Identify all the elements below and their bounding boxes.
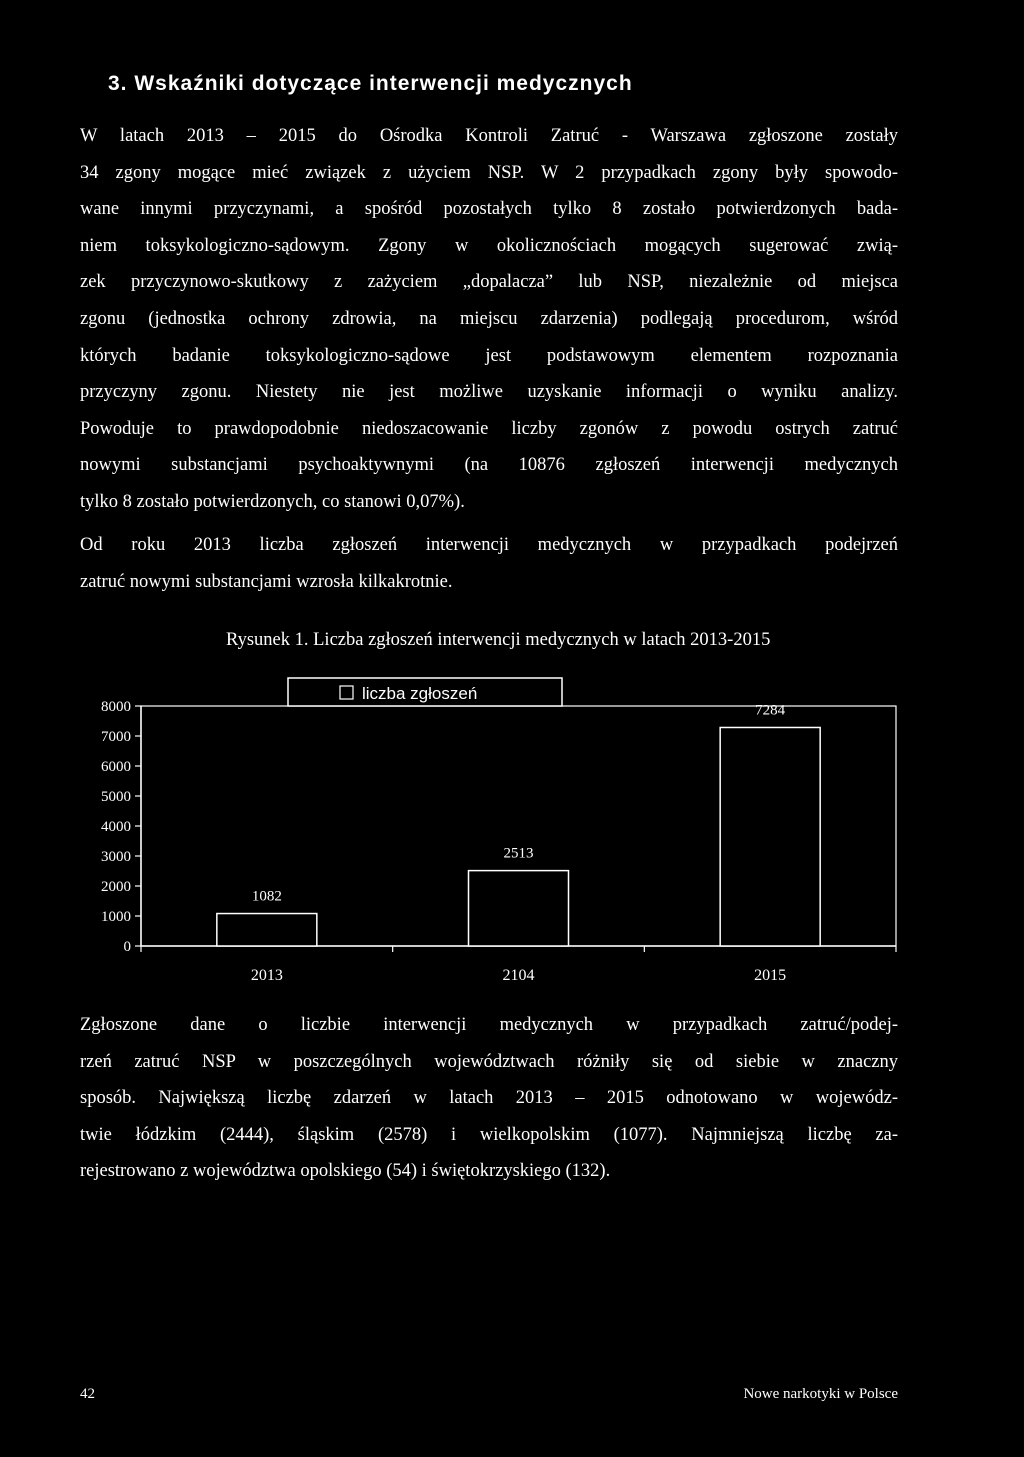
y-tick-label: 7000 [101,729,131,745]
bar [217,914,317,946]
x-tick-label: 2015 [754,967,787,980]
text-line: tylko 8 zostało potwierdzonych, co stanowi 0,07%). [80,491,465,512]
y-tick-label: 3000 [101,849,131,865]
y-tick-label: 5000 [101,789,131,805]
figure-caption: Rysunek 1. Liczba zgłoszeń interwencji medycznych w latach 2013-2015 [226,630,771,650]
bar-chart [60,670,920,980]
text-line: sposób. Największą liczbę zdarzeń w latach 2013 – 2015 odnotowano w wojewódz- [80,1088,898,1109]
text-line: nowymi substancjami psychoaktywnymi (na 10876 zgłoszeń interwencji medycznych [80,455,898,476]
page-number: 42 [80,1386,95,1402]
section-heading: 3. Wskaźniki dotyczące interwencji medycznych [108,72,633,95]
text-line: rzeń zatruć NSP w poszczególnych województwach różniły się od siebie w znaczny [80,1051,898,1072]
paragraph-deaths [80,118,898,521]
text-line: twie łódzkim (2444), śląskim (2578) i wielkopolskim (1077). Najmniejszą liczbę za- [80,1124,898,1145]
text-line: Zgłoszone dane o liczbie interwencji medycznych w przypadkach zatruć/podej- [80,1015,898,1035]
bar [720,727,820,946]
paragraph-voivodeships [80,1007,898,1190]
data-label: 2513 [503,845,534,862]
text-line: W latach 2013 – 2015 do Ośrodka Kontroli Zatruć - Warszawa zgłoszone zostały [80,126,898,146]
text-line: przyczyny zgonu. Niestety nie jest możliwe uzyskanie informacji o wyniku analizy. [80,382,898,403]
text-line: zek przyczynowo-skutkowy z zażyciem „dopalacza” lub NSP, niezależnie od miejsca [80,272,898,293]
text-line: wane innymi przyczynami, a spośród pozostałych tylko 8 zostało potwierdzonych bada- [80,199,898,220]
text-line: zatruć nowymi substancjami wzrosła kilkakrotnie. [80,571,453,592]
text-line: rejestrowano z województwa opolskiego (54) i świętokrzyskiego (132). [80,1161,611,1182]
y-tick-label: 1000 [101,909,131,925]
text-line: niem toksykologiczno-sądowym. Zgony w okolicznościach mogących sugerować zwią- [80,235,898,256]
y-tick-label: 8000 [101,699,131,715]
running-title: Nowe narkotyki w Polsce [743,1386,898,1402]
text-line: Powoduje to prawdopodobnie niedoszacowanie liczby zgonów z powodu ostrych zatruć [80,418,898,439]
data-label: 1082 [251,888,282,905]
x-tick-label: 2104 [502,967,535,980]
text-line: których badanie toksykologiczno-sądowe jest podstawowym elementem rozpoznania [80,345,898,366]
text-line: zgonu (jednostka ochrony zdrowia, na miejscu zdarzenia) podlegają procedurom, wśród [80,308,898,329]
text-line: Od roku 2013 liczba zgłoszeń interwencji medycznych w przypadkach podejrzeń [80,535,898,555]
x-tick-label: 2013 [250,967,283,980]
y-tick-label: 2000 [101,879,131,895]
bar [469,871,569,946]
legend-swatch [340,686,353,699]
data-label: 7284 [755,702,786,719]
y-tick-label: 0 [123,939,131,955]
y-tick-label: 4000 [101,819,131,835]
paragraph-increase [80,527,898,600]
text-line: 34 zgony mogące mieć związek z użyciem NSP. W 2 przypadkach zgony były spowodo- [80,162,898,183]
y-tick-label: 6000 [101,759,131,775]
legend-label: liczba zgłoszeń [362,684,478,703]
